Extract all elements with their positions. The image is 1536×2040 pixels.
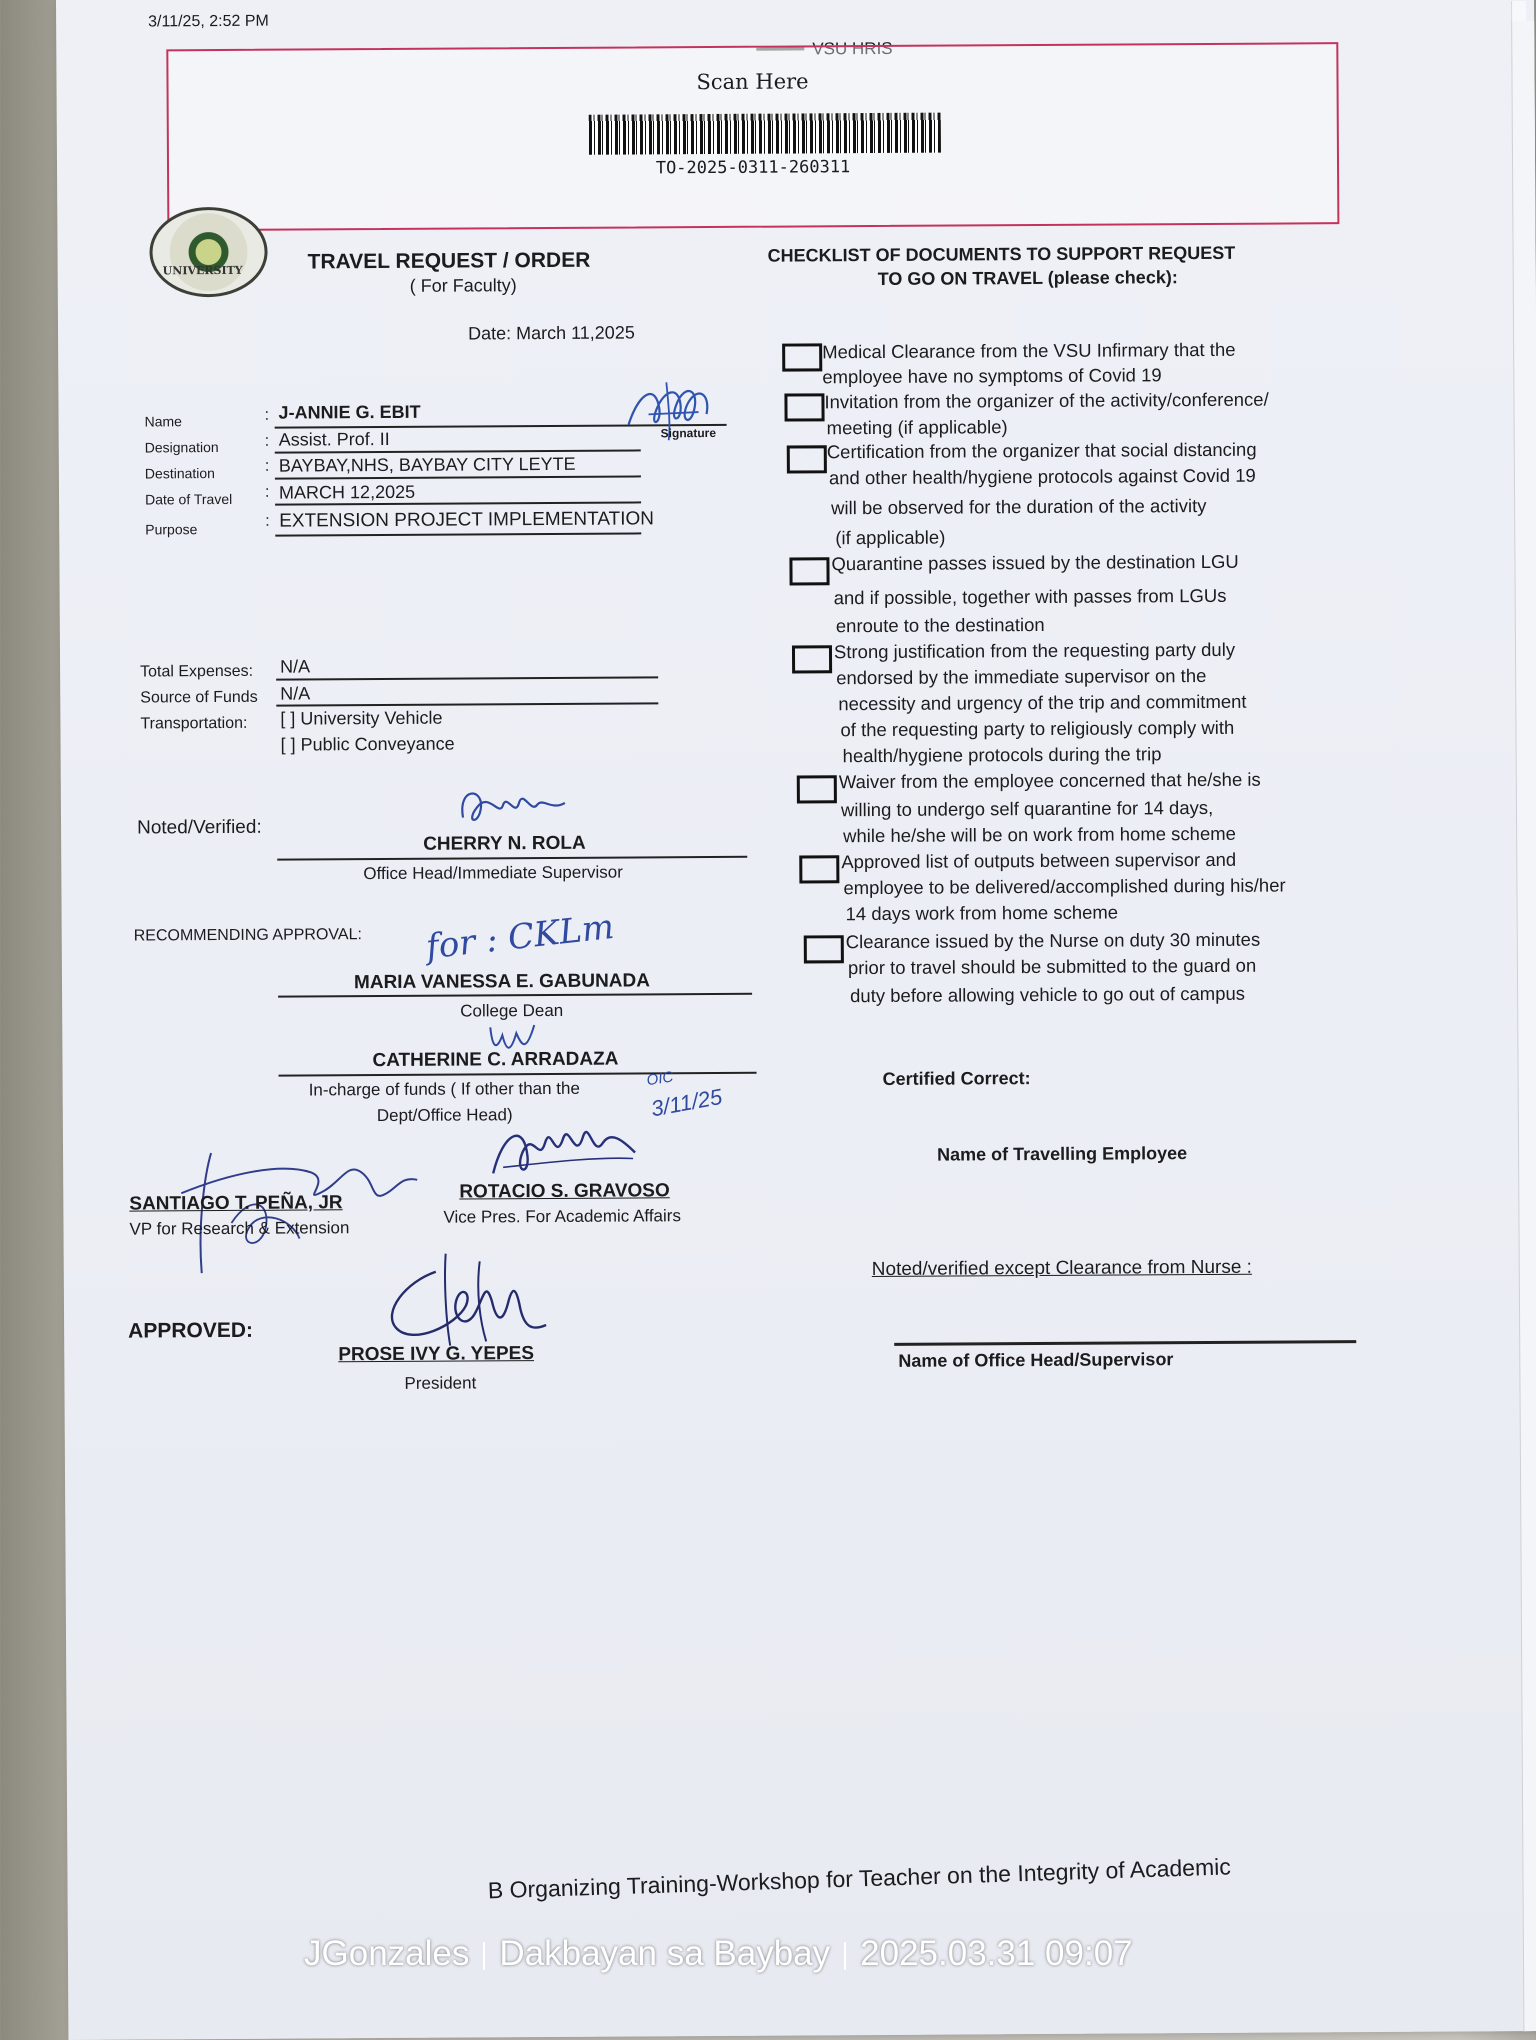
field-colon: : xyxy=(264,457,270,475)
barcode-image xyxy=(589,113,941,155)
transport-option-public-conveyance: [ ] Public Conveyance xyxy=(280,733,455,755)
checklist-checkbox[interactable] xyxy=(799,855,839,883)
field-underline xyxy=(276,702,658,706)
transport-option-university-vehicle: [ ] University Vehicle xyxy=(280,707,443,729)
total-expenses-label: Total Expenses: xyxy=(140,662,254,681)
vp-research-role: VP for Research & Extension xyxy=(129,1218,350,1239)
photo-watermark xyxy=(304,1934,1133,1974)
checklist-item-text: necessity and urgency of the trip and commitment xyxy=(838,690,1247,715)
vp-research-name: SANTIAGO T. PEÑA, JR xyxy=(129,1192,343,1215)
checklist-checkbox[interactable] xyxy=(789,557,829,585)
checklist-item-text: duty before allowing vehicle to go out of campus xyxy=(850,982,1246,1007)
system-name: VSU HRIS xyxy=(812,38,893,59)
field-underline xyxy=(275,532,641,536)
checklist-item-text: while he/she will be on work from home scheme xyxy=(843,822,1236,847)
next-page-text: B Organizing Training-Workshop for Teacher on the Integrity of Academic xyxy=(487,1853,1232,1904)
checklist-checkbox[interactable] xyxy=(792,645,832,673)
handwritten-date: 3/11/25 xyxy=(648,1083,725,1122)
barcode-number: TO-2025-0311-260311 xyxy=(655,157,851,179)
signature-line xyxy=(894,1340,1356,1346)
signature-line xyxy=(277,856,747,860)
handwritten-for-note: for : CKLm xyxy=(424,906,616,968)
watermark-datetime: 2025.03.31 09:07 xyxy=(860,1934,1133,1973)
checklist-checkbox[interactable] xyxy=(787,445,827,473)
scan-box xyxy=(166,42,1339,231)
funds-officer-role-line1: In-charge of funds ( If other than the xyxy=(308,1078,580,1100)
checklist-checkbox[interactable] xyxy=(804,935,844,963)
checklist-item-text: endorsed by the immediate supervisor on the xyxy=(836,664,1207,689)
vp-academic-role: Vice Pres. For Academic Affairs xyxy=(443,1206,681,1227)
recommending-approval-label: RECOMMENDING APPROVAL: xyxy=(133,926,362,945)
checklist-item-text: employee have no symptoms of Covid 19 xyxy=(822,364,1162,388)
university-seal-icon xyxy=(149,207,268,298)
signature-label: Signature xyxy=(660,425,717,441)
checklist-item-text: Waiver from the employee concerned that he/she is xyxy=(838,768,1261,793)
form-title: TRAVEL REQUEST / ORDER xyxy=(307,248,591,274)
noted-verified-label: Noted/Verified: xyxy=(136,816,262,839)
checklist-item-text: Quarantine passes issued by the destination LGU xyxy=(831,550,1239,575)
checklist-item-text: willing to undergo self quarantine for 14 days, xyxy=(840,796,1214,821)
signature-line xyxy=(279,1072,757,1076)
checklist-item-text: Medical Clearance from the VSU Infirmary that the xyxy=(822,338,1236,363)
field-label-purpose: Purpose xyxy=(145,521,198,538)
checklist-item-text: Approved list of outputs between supervisor and xyxy=(841,848,1237,873)
field-label-destination: Destination xyxy=(144,465,215,482)
travelling-employee-label: Name of Travelling Employee xyxy=(937,1143,1188,1165)
field-value-destination: BAYBAY,NHS, BAYBAY CITY LEYTE xyxy=(278,453,576,476)
president-name: PROSE IVY G. YEPES xyxy=(338,1343,535,1366)
checklist-item-text: employee to be delivered/accomplished during his/her xyxy=(843,874,1286,899)
field-colon: : xyxy=(264,406,270,424)
form-subtitle: ( For Faculty) xyxy=(409,275,517,296)
form-date: Date: March 11,2025 xyxy=(467,322,635,344)
field-colon: : xyxy=(265,512,270,530)
transportation-label: Transportation: xyxy=(140,714,248,733)
field-value-date-of-travel: MARCH 12,2025 xyxy=(278,481,416,503)
checklist-title-line2: TO GO ON TRAVEL (please check): xyxy=(877,267,1178,289)
certified-correct-label: Certified Correct: xyxy=(882,1068,1031,1089)
scan-title: Scan Here xyxy=(696,69,809,95)
field-value-designation: Assist. Prof. II xyxy=(278,428,390,450)
approved-label: APPROVED: xyxy=(128,1318,254,1343)
page-edge xyxy=(1511,21,1536,2031)
funds-officer-role-line2: Dept/Office Head) xyxy=(376,1105,513,1126)
field-label-date-of-travel: Date of Travel xyxy=(145,490,233,508)
supervisor-signature xyxy=(453,777,573,838)
checklist-item-text: Strong justification from the requesting party duly xyxy=(833,638,1236,663)
watermark-place: Dakbayan sa Baybay xyxy=(499,1934,831,1973)
president-role: President xyxy=(404,1373,477,1393)
noted-except-nurse-label: Noted/verified except Clearance from Nurse : xyxy=(871,1256,1252,1281)
funds-officer-name: CATHERINE C. ARRADAZA xyxy=(372,1048,619,1072)
watermark-separator xyxy=(844,1942,846,1970)
office-head-label: Name of Office Head/Supervisor xyxy=(898,1349,1174,1371)
checklist-item-text: of the requesting party to religiously comply with xyxy=(840,716,1235,741)
checklist-item-text: and if possible, together with passes from LGUs xyxy=(833,584,1227,609)
field-label-name: Name xyxy=(144,413,182,430)
dean-role: College Dean xyxy=(460,1000,564,1021)
checklist-checkbox[interactable] xyxy=(784,393,824,421)
field-colon: : xyxy=(264,432,270,450)
watermark-separator xyxy=(483,1942,485,1970)
checklist-item-text: enroute to the destination xyxy=(835,613,1045,637)
checklist-item-text: Invitation from the organizer of the activity/conference/ xyxy=(824,388,1269,413)
checklist-item-text: meeting (if applicable) xyxy=(826,416,1008,439)
checklist-item-text: prior to travel should be submitted to the guard on xyxy=(847,954,1257,979)
vp-academic-name: ROTACIO S. GRAVOSO xyxy=(459,1180,670,1203)
source-of-funds-label: Source of Funds xyxy=(140,688,258,707)
supervisor-name: CHERRY N. ROLA xyxy=(423,832,586,855)
checklist-item-text: and other health/hygiene protocols against Covid 19 xyxy=(828,464,1256,489)
checklist-checkbox[interactable] xyxy=(782,343,822,371)
print-timestamp: 3/11/25, 2:52 PM xyxy=(148,12,269,31)
field-value-name: J-ANNIE G. EBIT xyxy=(278,401,421,423)
watermark-author: JGonzales xyxy=(304,1934,470,1973)
checklist-item-text: Certification from the organizer that social distancing xyxy=(826,438,1257,463)
field-label-designation: Designation xyxy=(144,439,219,456)
supervisor-role: Office Head/Immediate Supervisor xyxy=(363,862,623,884)
field-underline xyxy=(276,676,658,680)
checklist-item-text: health/hygiene protocols during the trip xyxy=(842,743,1162,767)
checklist-item-text: Clearance issued by the Nurse on duty 30 minutes xyxy=(845,928,1261,953)
checklist-checkbox[interactable] xyxy=(797,775,837,803)
president-signature xyxy=(376,1241,557,1352)
field-colon: : xyxy=(264,483,270,501)
checklist-title-line1: CHECKLIST OF DOCUMENTS TO SUPPORT REQUEST xyxy=(767,242,1236,266)
signature-line xyxy=(278,993,752,997)
handwritten-oic: OIC xyxy=(645,1068,675,1090)
dean-name: MARIA VANESSA E. GABUNADA xyxy=(353,970,650,994)
source-of-funds-value: N/A xyxy=(280,683,311,704)
checklist-item-text: (if applicable) xyxy=(835,526,946,549)
seal-text: UNIVERSITY xyxy=(162,263,243,278)
checklist-item-text: will be observed for the duration of the activity xyxy=(831,494,1207,519)
total-expenses-value: N/A xyxy=(280,656,311,677)
checklist-item-text: 14 days work from home scheme xyxy=(845,901,1119,925)
document-page xyxy=(56,0,1536,2040)
field-value-purpose: EXTENSION PROJECT IMPLEMENTATION xyxy=(279,508,655,532)
